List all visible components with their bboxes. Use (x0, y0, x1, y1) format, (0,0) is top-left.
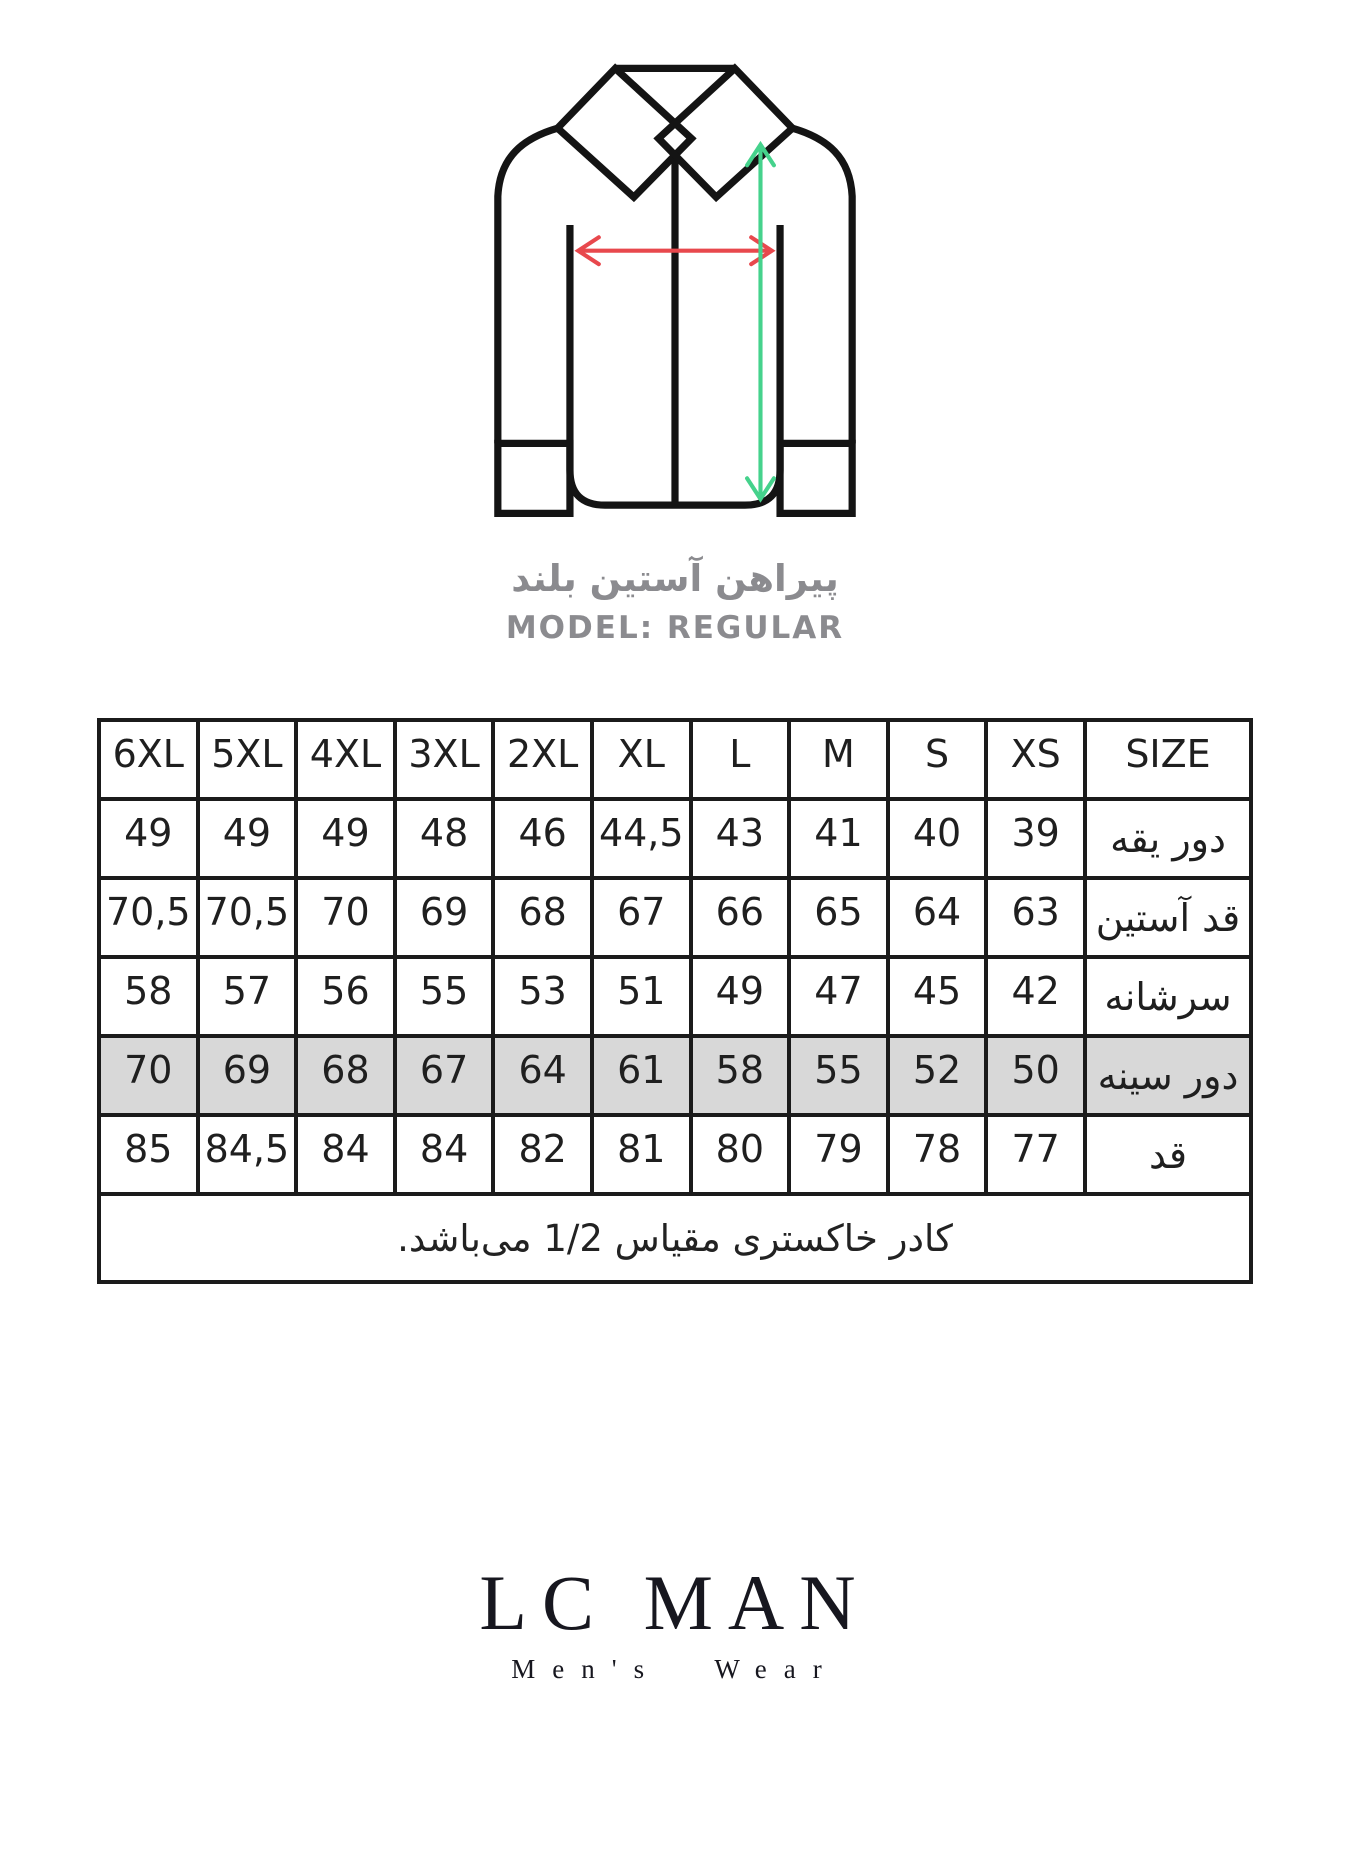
measure-label: دور سینه (1085, 1036, 1251, 1115)
size-value-cell: 61 (592, 1036, 691, 1115)
size-value-cell: 57 (198, 957, 297, 1036)
size-value-cell: 41 (789, 799, 888, 878)
col-header-4XL: 4XL (296, 720, 395, 799)
size-value-cell: 64 (888, 878, 987, 957)
size-value-cell: 68 (493, 878, 592, 957)
length-arrow (747, 145, 774, 499)
measure-label: سرشانه (1085, 957, 1251, 1036)
product-title: پیراهن آستین بلند (511, 557, 839, 600)
scale-note: کادر خاکستری مقیاس 1/2 می‌باشد. (99, 1194, 1251, 1282)
size-value-cell: 39 (986, 799, 1085, 878)
size-value-cell: 84,5 (198, 1115, 297, 1194)
col-header-5XL: 5XL (198, 720, 297, 799)
size-value-cell: 70,5 (99, 878, 198, 957)
size-value-cell: 80 (691, 1115, 790, 1194)
size-value-cell: 42 (986, 957, 1085, 1036)
col-header-3XL: 3XL (395, 720, 494, 799)
size-value-cell: 79 (789, 1115, 888, 1194)
shirt-body-outline (498, 128, 852, 505)
size-value-cell: 50 (986, 1036, 1085, 1115)
size-value-cell: 69 (395, 878, 494, 957)
size-value-cell: 52 (888, 1036, 987, 1115)
col-header-XS: XS (986, 720, 1085, 799)
size-value-cell: 53 (493, 957, 592, 1036)
size-value-cell: 47 (789, 957, 888, 1036)
col-header-M: M (789, 720, 888, 799)
size-value-cell: 64 (493, 1036, 592, 1115)
header-row (99, 720, 1251, 799)
size-value-cell: 55 (789, 1036, 888, 1115)
size-value-cell: 70,5 (198, 878, 297, 957)
size-value-cell: 49 (198, 799, 297, 878)
col-header-XL: XL (592, 720, 691, 799)
model-label: MODEL: REGULAR (505, 610, 845, 646)
size-value-cell: 81 (592, 1115, 691, 1194)
col-header-L: L (691, 720, 790, 799)
shirt-diagram (469, 60, 881, 529)
size-value-cell: 69 (198, 1036, 297, 1115)
col-header-SIZE: SIZE (1085, 720, 1251, 799)
size-value-cell: 45 (888, 957, 987, 1036)
table-row (99, 1036, 1251, 1115)
size-value-cell: 51 (592, 957, 691, 1036)
size-table-header (99, 720, 1251, 799)
col-header-S: S (888, 720, 987, 799)
measure-label: قد آستین (1085, 878, 1251, 957)
size-value-cell: 58 (691, 1036, 790, 1115)
size-value-cell: 70 (99, 1036, 198, 1115)
brand-logo-subtitle: Men's Wear (511, 1654, 839, 1684)
size-value-cell: 82 (493, 1115, 592, 1194)
size-value-cell: 67 (592, 878, 691, 957)
brand-logo-title: LC MAN (479, 1559, 871, 1646)
measure-label: قد (1085, 1115, 1251, 1194)
size-chart-table (97, 718, 1253, 1284)
size-value-cell: 49 (296, 799, 395, 878)
size-value-cell: 78 (888, 1115, 987, 1194)
size-value-cell: 84 (296, 1115, 395, 1194)
table-row (99, 799, 1251, 878)
size-value-cell: 58 (99, 957, 198, 1036)
brand-logo (0, 1559, 1350, 1685)
size-value-cell: 46 (493, 799, 592, 878)
size-value-cell: 56 (296, 957, 395, 1036)
left-cuff (498, 443, 570, 513)
size-value-cell: 55 (395, 957, 494, 1036)
right-cuff (780, 443, 852, 513)
size-value-cell: 40 (888, 799, 987, 878)
size-value-cell: 85 (99, 1115, 198, 1194)
size-value-cell: 67 (395, 1036, 494, 1115)
col-header-2XL: 2XL (493, 720, 592, 799)
size-value-cell: 68 (296, 1036, 395, 1115)
table-row (99, 878, 1251, 957)
size-table-body (99, 799, 1251, 1194)
size-value-cell: 65 (789, 878, 888, 957)
size-value-cell: 44,5 (592, 799, 691, 878)
table-row (99, 957, 1251, 1036)
size-value-cell: 49 (99, 799, 198, 878)
size-value-cell: 84 (395, 1115, 494, 1194)
table-row (99, 1115, 1251, 1194)
size-value-cell: 70 (296, 878, 395, 957)
size-value-cell: 48 (395, 799, 494, 878)
size-value-cell: 77 (986, 1115, 1085, 1194)
col-header-6XL: 6XL (99, 720, 198, 799)
size-value-cell: 66 (691, 878, 790, 957)
size-value-cell: 43 (691, 799, 790, 878)
size-value-cell: 49 (691, 957, 790, 1036)
size-value-cell: 63 (986, 878, 1085, 957)
measure-label: دور یقه (1085, 799, 1251, 878)
note-row (99, 1194, 1251, 1282)
